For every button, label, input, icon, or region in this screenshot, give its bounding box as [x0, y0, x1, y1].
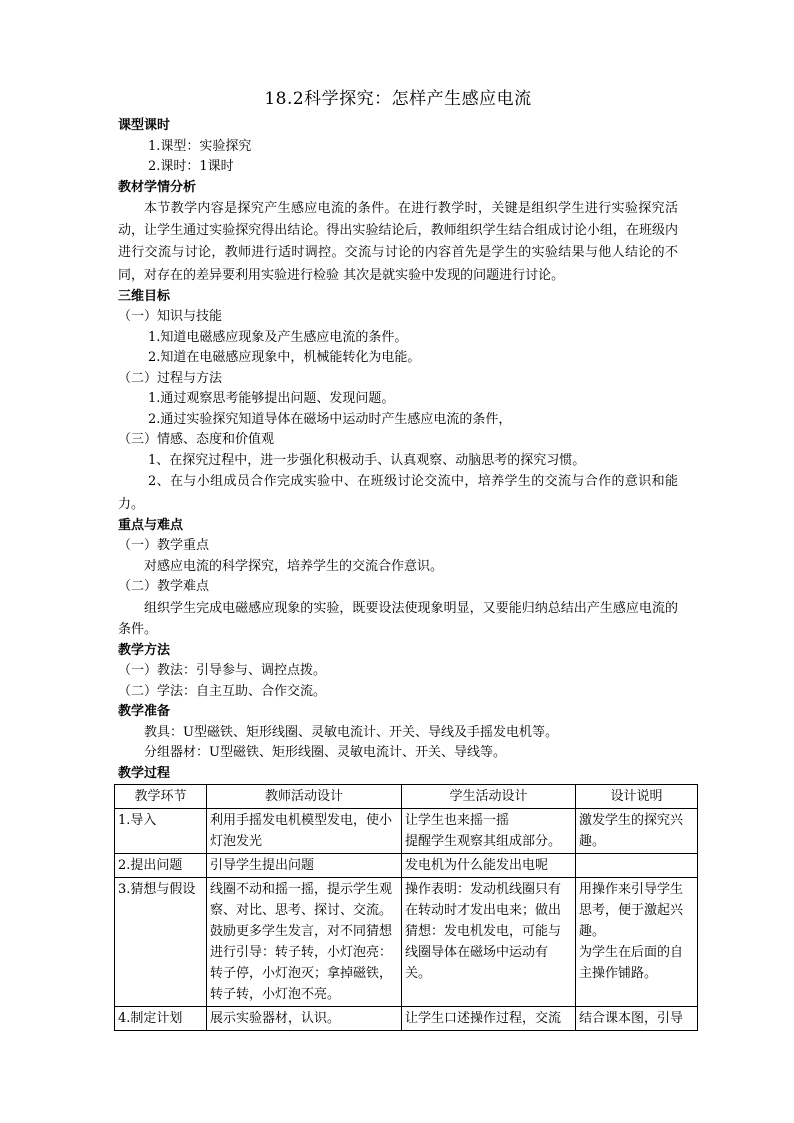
table-header-cell: 教学环节: [115, 785, 207, 809]
goal-item: 1、在探究过程中，进一步强化积极动手、认真观察、动脑思考的探究习惯。: [148, 452, 586, 468]
section-heading-analysis: 教材学情分析: [118, 179, 197, 195]
document-title: 18.2科学探究：怎样产生感应电流: [264, 89, 532, 109]
analysis-paragraph: 本节教学内容是探究产生感应电流的条件。在进行教学时，关键是组织学生进行实验探究活动，让学生通过实验探究得出结论。得出实验结论后，教师组织学生结合组成讨论小组，在班级内进行交流与讨论，教师进行适时调控。交流与讨论的内容首先是学生的实验结果与他人结论的不同，对存在的差异要利用实验进行检验 其次是就实验中发现的问题进行讨论。: [118, 201, 678, 283]
table-cell: 线圈不动和摇一摇，提示学生观察、对比、思考、探讨、交流。 鼓励更多学生发言，对不同猜想进行引导：转子转，小灯泡亮：转子停，小灯泡灭；拿掉磁铁，转子转，小灯泡不亮。: [207, 878, 402, 1007]
table-cell: 让学生口述操作过程，交流: [402, 1007, 576, 1031]
difficulty-text: 组织学生完成电磁感应现象的实验，既要设法使现象明显，又要能归纳总结出产生感应电流的条件。: [118, 600, 678, 638]
lesson-hours-line: 2.课时：1课时: [148, 159, 234, 174]
method-line: （二）学法：自主互助、合作交流。: [118, 683, 327, 699]
section-heading-lesson-type: 课型课时: [118, 118, 171, 133]
difficulty-subheading: （二）教学难点: [118, 579, 210, 595]
table-cell: 展示实验器材，认识。: [207, 1007, 402, 1031]
goal-item: 2、在与小组成员合作完成实验中、在班级讨论交流中，培养学生的交流与合作的意识和能力。: [118, 474, 678, 512]
goal-item: 2.知道在电磁感应现象中，机械能转化为电能。: [148, 350, 421, 366]
table-cell: 1.导入: [115, 809, 207, 854]
goal-item: 2.通过实验探究知道导体在磁场中运动时产生感应电流的条件，: [148, 411, 512, 427]
section-heading-key-points: 重点与难点: [118, 517, 184, 533]
goal-subheading-process: （二）过程与方法: [118, 370, 223, 386]
goal-subheading-knowledge: （一）知识与技能: [118, 309, 223, 325]
table-cell: [402, 809, 576, 854]
table-cell: 引导学生提出问题: [207, 854, 402, 878]
table-row: [115, 878, 698, 1007]
key-point-text: 对感应电流的科学探究，培养学生的交流合作意识。: [144, 558, 444, 574]
table-cell: 发电机为什么能发出电呢: [402, 854, 576, 878]
preparation-line: 教具：U型磁铁、矩形线圈、灵敏电流计、开关、导线及手摇发电机等。: [144, 724, 558, 740]
table-cell: [576, 854, 698, 878]
goal-subheading-attitude: （三）情感、态度和价值观: [118, 432, 275, 448]
table-cell: 结合课本图，引导: [576, 1007, 698, 1031]
goal-item: 1.通过观察思考能够提出问题、发现问题。: [148, 391, 395, 407]
table-row: [115, 1007, 698, 1031]
section-heading-process: 教学过程: [118, 765, 171, 781]
method-line: （一）教法：引导参与、调控点拨。: [118, 663, 327, 679]
teaching-process-table: [114, 784, 698, 1031]
table-cell: 2.提出问题: [115, 854, 207, 878]
table-cell: 操作表明：发动机线圈只有在转动时才发出电来；做出猜想：发电机发电，可能与线圈导体在磁场中运动有关。: [402, 878, 576, 1007]
section-heading-preparation: 教学准备: [118, 704, 171, 720]
table-cell: 3.猜想与假设: [115, 878, 207, 1007]
lesson-type-line: 1.课型：实验探究: [148, 138, 252, 154]
table-row: [115, 809, 698, 854]
goal-item: 1.知道电磁感应现象及产生感应电流的条件。: [148, 329, 408, 345]
section-heading-methods: 教学方法: [118, 642, 171, 658]
table-header-cell: 设计说明: [576, 785, 698, 809]
table-header-row: [115, 785, 698, 809]
preparation-line: 分组器材：U型磁铁、矩形线圈、灵敏电流计、开关、导线等。: [144, 745, 506, 761]
cell-line: 让学生也来摇一摇 提醒学生观察其组成部分。: [405, 813, 562, 849]
table-cell: 利用手摇发电机模型发电，使小灯泡发光: [207, 809, 402, 854]
table-cell: 激发学生的探究兴趣。: [576, 809, 698, 854]
key-point-subheading: （一）教学重点: [118, 538, 210, 554]
table-cell: 4.制定计划: [115, 1007, 207, 1031]
table-cell: 用操作来引导学生思考，便于激起兴趣。 为学生在后面的自主操作铺路。: [576, 878, 698, 1007]
section-heading-goals: 三维目标: [118, 288, 171, 304]
table-header-cell: 教师活动设计: [207, 785, 402, 809]
document-body: [118, 86, 678, 784]
table-row: [115, 854, 698, 878]
table-header-cell: 学生活动设计: [402, 785, 576, 809]
